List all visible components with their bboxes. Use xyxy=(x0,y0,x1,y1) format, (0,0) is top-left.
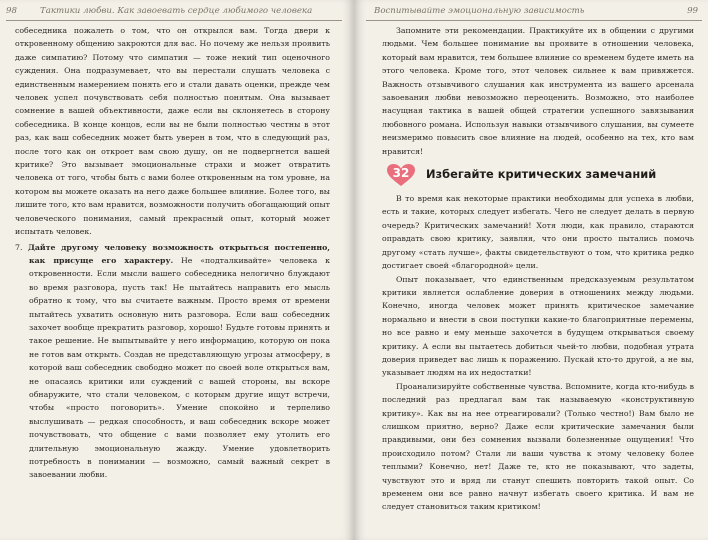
left-page-header xyxy=(6,6,342,22)
section-badge xyxy=(386,163,416,187)
left-page-number: 98 xyxy=(6,6,17,16)
list-item-number: 7. xyxy=(15,242,23,252)
header-rule xyxy=(6,20,342,21)
paragraph: собеседника пожалеть о том, что он открылся вам. Тогда двери к откровенному общению закроются для вас. Но почему же нельзя проявить даже симпатию? Потому что симпатия — тоже некий тип оценочного суждения. Она подразумевает, что вы перестали слушать человека с единственным намерением понять его и стали давать оценки, прежде чем человек успел почувствовать себя полностью понятым. Она вызывает сомнение в вашей объективности, даже если вы склоняетесь в сторону собеседника. В конце концов, если вы не были полностью честны в этот раз, как ваш собеседник может быть уверен в том, что в следующий раз, после того как он откроет вам свою душу, он не подвергнется вашей критике? Это вызывает эмоциональные страхи и может отвратить человека от того, чтобы быть с вами более откровенным на том уровне, на котором вы можете оказать на него даже большее влияние. Более того, вы лишите того, кто вам нравится, возможности получить обогащающий опыт человеческого понимания, самый прекрасный опыт, который может испытать человек. xyxy=(15,26,330,237)
left-page-body xyxy=(15,24,330,482)
paragraph: В то время как некоторые практики необходимы для успеха в любви, есть и такие, которых следует избегать. Чего не следует делать в первую очередь? Критических замечаний! Хотя люди, как правило, стараются оправдать свою критику, заявляя, что они просто пытались помочь другому «стать лучше», факты свидетельствуют о том, что критика редко достигает своей «благородной» цели. xyxy=(382,194,694,271)
list-item-7 xyxy=(15,241,330,482)
paragraph: Запомните эти рекомендации. Практикуйте их в общении с другими людьми. Чем большее понимание вы проявите в отношении человека, который вам нравится, тем большее влияние со временем будете иметь на этого человека. Кроме того, этот человек сильнее к вам привяжется. Важность отзывчивого слушания как инструмента из вашего арсенала завоевания любви невозможно переоценить. Возможно, это наиболее насущная тактика в вашей общей стратегии успешного завязывания любовного романа. Используя навыки отзывчивого слушания, вы сумеете неизмеримо повысить свое влияние на людей, особенно на тех, кто вам нравится! xyxy=(382,26,694,156)
right-page-header xyxy=(366,6,702,22)
list-item-text: Не «подталкивайте» человека к откровенности. Если мысли вашего собеседника нелогично блуждают во время разговора, пусть так! Не пытайтесь направить его мысль обратно к тому, что вы считаете важным. Просто время от времени пытайтесь ухватить основную нить разговора. Если ваш собеседник захочет вообще прекратить разговор, хорошо! Будьте готовы принять и такое решение. Не выпытывайте у него информацию, которую он пока не готов вам открыть. Создав не представляющую угрозы атмосферу, в которой ваш собеседник свободно может по своей воле открыться вам, не опасаясь критики или суждений с вашей стороны, вы вскоре обнаружите, что стали человеком, с которым другие ищут встречи, чтобы «просто поговорить». Умение спокойно и терпеливо выслушивать — редкая способность, и ваш собеседник вскоре может почувствовать, что общение с вами позволяет ему утолить его длительную эмоциональную жажду. Умение удовлетворить потребность в понимании — возможно, самый важный секрет в завоевании любви. xyxy=(29,255,330,480)
list-item-heading: Дайте другому человеку возможность открыться постепенно, как присуще его характеру. xyxy=(27,242,330,265)
paragraph: Проанализируйте собственные чувства. Вспомните, когда кто-нибудь в последний раз предлагал вам так называемую «конструктивную критику». Как вы на нее отреагировали? (Только честно!) Вам было не слишком приятно, верно? Даже если критические замечания были правдивыми, они без сомнения вызвали болезненные ощущения! Что происходило потом? Стали ли ваши чувства к этому человеку более теплыми? Конечно, нет! Даже те, кто не показывают, что задеты, чувствуют это и вряд ли станут спешить повторить такой опыт. Со временем они все равно начнут избегать своего критика. И вам не следует становиться таким критиком! xyxy=(382,381,694,512)
section-number: 32 xyxy=(392,166,410,181)
left-running-title: Тактики любви. Как завоевать сердце любимого человека xyxy=(40,6,313,16)
header-rule xyxy=(366,20,702,21)
right-page-number: 99 xyxy=(687,6,698,16)
right-page-body xyxy=(382,24,694,514)
paragraph: Опыт показывает, что единственным предсказуемым результатом критики является ослабление доверия в отношениях между людьми. Конечно, иногда человек может принять критическое замечание нормально и внести в свои поступки какие-то благоприятные перемены, но все равно и ему меньше захочется в будущем открываться своему критику. А если вы пытаетесь добиться чьей-то любви, подобная утрата доверия приведет вас лишь к поражению. Пускай кто-то другой, а не вы, указывает людям на их недостатки! xyxy=(382,274,694,378)
section-title: Избегайте критических замечаний xyxy=(426,167,657,182)
right-page xyxy=(354,0,708,540)
section-heading xyxy=(386,164,694,186)
right-running-title: Воспитывайте эмоциональную зависимость xyxy=(374,6,585,16)
